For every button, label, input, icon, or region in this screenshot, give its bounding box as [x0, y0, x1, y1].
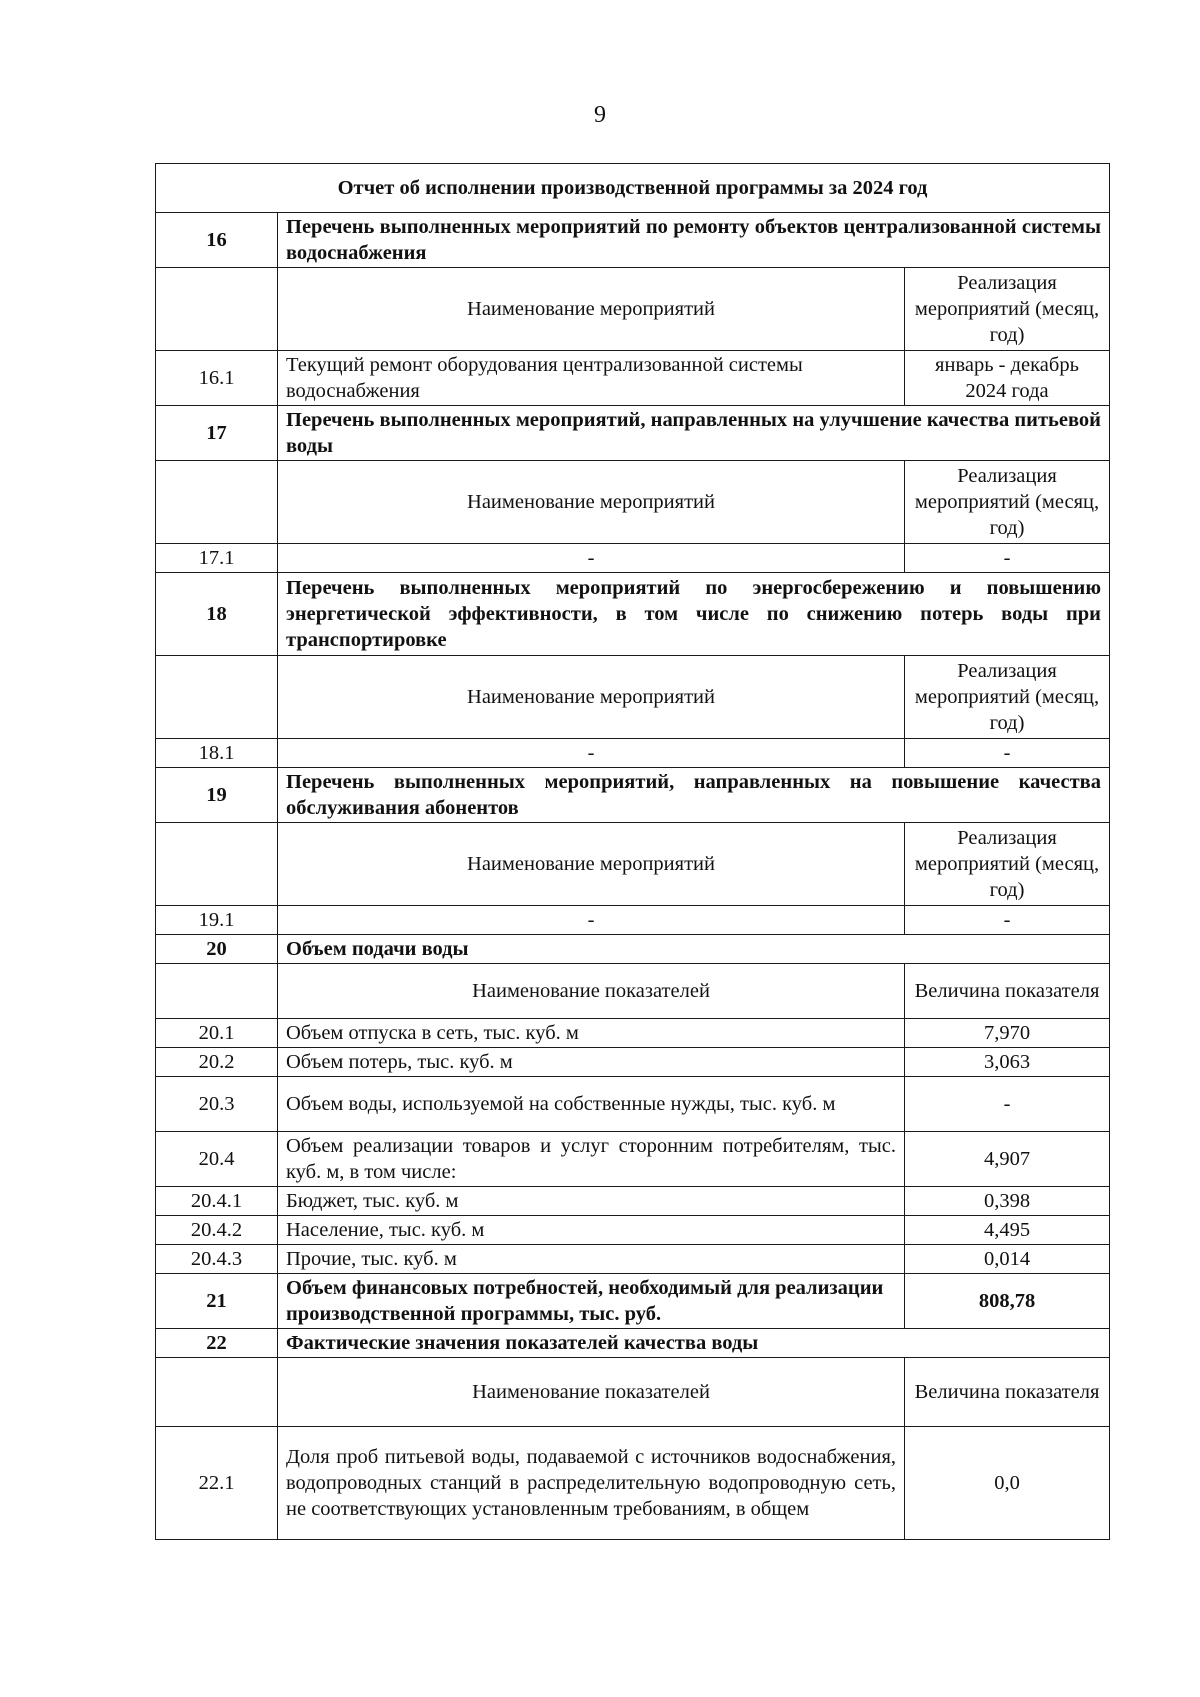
col-header-events-impl: Реализация мероприятий (месяц, год) — [905, 268, 1110, 351]
row-value: январь - декабрь 2024 года — [905, 351, 1110, 406]
empty-cell — [156, 964, 278, 1019]
table-row — [156, 351, 1110, 406]
row-number: 22.1 — [156, 1427, 278, 1540]
col-header-indicators-value: Величина показателя — [905, 964, 1110, 1019]
row-name: - — [278, 906, 905, 935]
row-value: - — [905, 906, 1110, 935]
section-number: 16 — [156, 213, 278, 268]
table-row — [156, 1019, 1110, 1048]
row-number: 20.4 — [156, 1132, 278, 1187]
col-header-events-name: Наименование мероприятий — [278, 461, 905, 544]
section-19-col-headers — [156, 823, 1110, 906]
row-number: 16.1 — [156, 351, 278, 406]
page-number: 9 — [594, 102, 606, 128]
section-title: Перечень выполненных мероприятий, направленных на улучшение качества питьевой воды — [278, 406, 1110, 461]
section-22-header — [156, 1329, 1110, 1358]
section-16-header — [156, 213, 1110, 268]
table-row — [156, 739, 1110, 768]
empty-cell — [156, 656, 278, 739]
section-17-header — [156, 406, 1110, 461]
row-value: - — [905, 544, 1110, 573]
empty-cell — [156, 268, 278, 351]
section-21-row — [156, 1274, 1110, 1329]
section-number: 21 — [156, 1274, 278, 1329]
section-title: Фактические значения показателей качества воды — [278, 1329, 1110, 1358]
col-header-indicators-name: Наименование показателей — [278, 1358, 905, 1427]
row-value: - — [905, 1077, 1110, 1132]
section-17-col-headers — [156, 461, 1110, 544]
row-name: Текущий ремонт оборудования централизованной системы водоснабжения — [278, 351, 905, 406]
table-row — [156, 1048, 1110, 1077]
row-value: 4,495 — [905, 1216, 1110, 1245]
table-row — [156, 544, 1110, 573]
row-name: - — [278, 544, 905, 573]
col-header-events-name: Наименование мероприятий — [278, 656, 905, 739]
col-header-events-impl: Реализация мероприятий (месяц, год) — [905, 823, 1110, 906]
row-value: 3,063 — [905, 1048, 1110, 1077]
section-22-col-headers — [156, 1358, 1110, 1427]
row-name: Прочие, тыс. куб. м — [278, 1245, 905, 1274]
col-header-events-name: Наименование мероприятий — [278, 823, 905, 906]
section-18-header — [156, 573, 1110, 656]
report-title: Отчет об исполнении производственной программы за 2024 год — [156, 164, 1110, 213]
section-number: 18 — [156, 573, 278, 656]
row-number: 18.1 — [156, 739, 278, 768]
row-value: 0,014 — [905, 1245, 1110, 1274]
row-number: 20.3 — [156, 1077, 278, 1132]
table-row — [156, 1077, 1110, 1132]
table-row — [156, 1245, 1110, 1274]
row-name: Объем реализации товаров и услуг сторонним потребителям, тыс. куб. м, в том числе: — [278, 1132, 905, 1187]
row-number: 20.4.3 — [156, 1245, 278, 1274]
section-18-col-headers — [156, 656, 1110, 739]
empty-cell — [156, 823, 278, 906]
row-name: Объем воды, используемой на собственные нужды, тыс. куб. м — [278, 1077, 905, 1132]
col-header-indicators-name: Наименование показателей — [278, 964, 905, 1019]
row-value: 7,970 — [905, 1019, 1110, 1048]
empty-cell — [156, 461, 278, 544]
col-header-events-name: Наименование мероприятий — [278, 268, 905, 351]
row-name: Объем отпуска в сеть, тыс. куб. м — [278, 1019, 905, 1048]
section-16-col-headers — [156, 268, 1110, 351]
row-number: 20.1 — [156, 1019, 278, 1048]
section-20-header — [156, 935, 1110, 964]
row-name: Доля проб питьевой воды, подаваемой с источников водоснабжения, водопроводных станций в распределительную водопроводную сеть, не соответствующих установленным требованиям, в общем — [278, 1427, 905, 1540]
col-header-indicators-value: Величина показателя — [905, 1358, 1110, 1427]
empty-cell — [156, 1358, 278, 1427]
section-title: Перечень выполненных мероприятий, направленных на повышение качества обслуживания абонентов — [278, 768, 1110, 823]
row-value: 4,907 — [905, 1132, 1110, 1187]
row-number: 20.2 — [156, 1048, 278, 1077]
row-value: 0,398 — [905, 1187, 1110, 1216]
report-title-row — [156, 164, 1110, 213]
table-row — [156, 1132, 1110, 1187]
row-number: 17.1 — [156, 544, 278, 573]
row-number: 20.4.1 — [156, 1187, 278, 1216]
section-title: Перечень выполненных мероприятий по ремонту объектов централизованной системы водоснабжения — [278, 213, 1110, 268]
section-title: Объем финансовых потребностей, необходимый для реализации производственной программы, тыс. руб. — [278, 1274, 905, 1329]
section-number: 22 — [156, 1329, 278, 1358]
section-number: 17 — [156, 406, 278, 461]
table-row — [156, 1187, 1110, 1216]
section-20-col-headers — [156, 964, 1110, 1019]
row-name: - — [278, 739, 905, 768]
row-name: Бюджет, тыс. куб. м — [278, 1187, 905, 1216]
table-row — [156, 1427, 1110, 1540]
row-number: 19.1 — [156, 906, 278, 935]
production-program-report-table — [155, 163, 1110, 1540]
section-title: Перечень выполненных мероприятий по энергосбережению и повышению энергетической эффективности, в том числе по снижению потерь воды при транспортировке — [278, 573, 1110, 656]
row-name: Население, тыс. куб. м — [278, 1216, 905, 1245]
row-value: - — [905, 739, 1110, 768]
col-header-events-impl: Реализация мероприятий (месяц, год) — [905, 656, 1110, 739]
col-header-events-impl: Реализация мероприятий (месяц, год) — [905, 461, 1110, 544]
table-row — [156, 1216, 1110, 1245]
section-title: Объем подачи воды — [278, 935, 1110, 964]
row-value: 0,0 — [905, 1427, 1110, 1540]
section-value: 808,78 — [905, 1274, 1110, 1329]
section-number: 19 — [156, 768, 278, 823]
row-name: Объем потерь, тыс. куб. м — [278, 1048, 905, 1077]
row-number: 20.4.2 — [156, 1216, 278, 1245]
table-row — [156, 906, 1110, 935]
section-19-header — [156, 768, 1110, 823]
section-number: 20 — [156, 935, 278, 964]
